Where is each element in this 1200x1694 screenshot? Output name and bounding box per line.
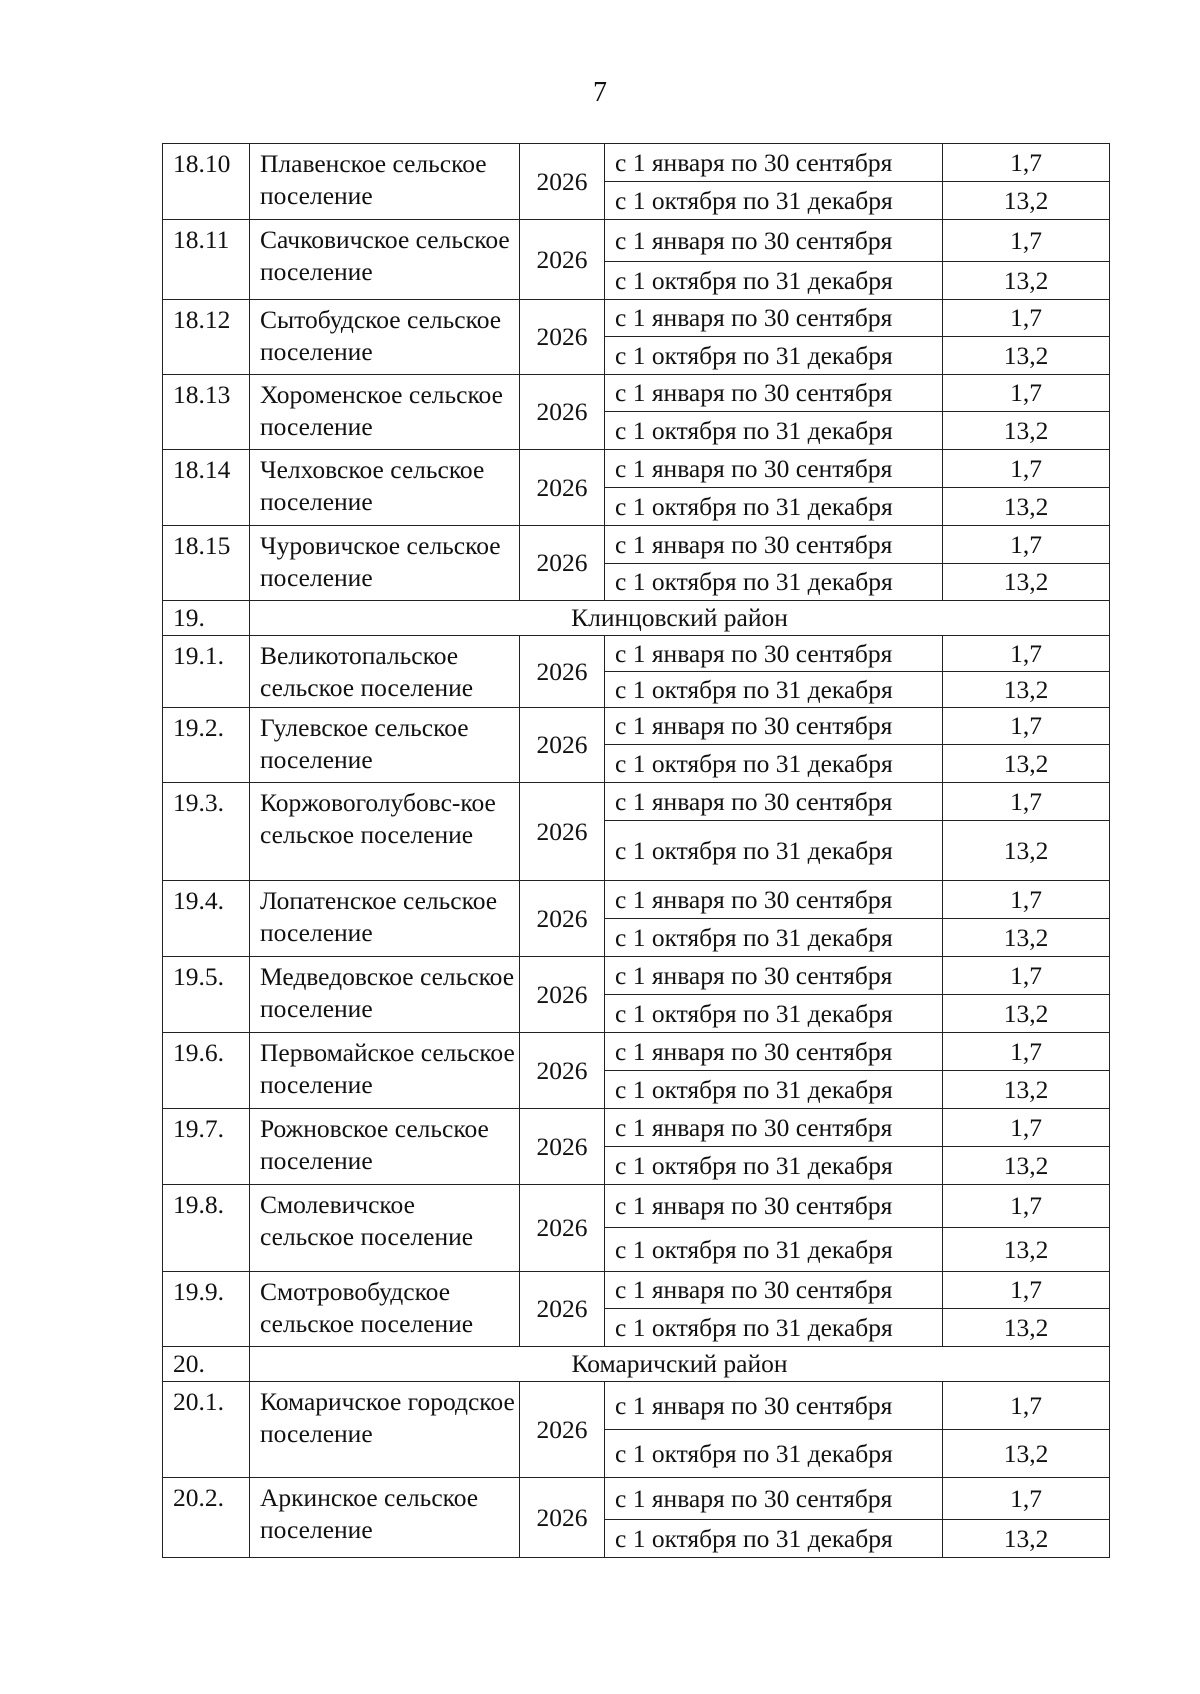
period-first: с 1 января по 30 сентября	[605, 375, 943, 412]
rate-second: 13,2	[943, 745, 1110, 783]
period-second: с 1 октября по 31 декабря	[605, 1430, 943, 1478]
period-first: с 1 января по 30 сентября	[605, 144, 943, 182]
period-second: с 1 октября по 31 декабря	[605, 1228, 943, 1272]
rate-first: 1,7	[943, 144, 1110, 182]
row-number: 18.12	[163, 300, 250, 375]
period-first: с 1 января по 30 сентября	[605, 1478, 943, 1520]
rate-second: 13,2	[943, 1309, 1110, 1347]
period-second: с 1 октября по 31 декабря	[605, 919, 943, 957]
table-row	[163, 708, 1110, 745]
rate-first: 1,7	[943, 526, 1110, 564]
period-first: с 1 января по 30 сентября	[605, 300, 943, 337]
period-second: с 1 октября по 31 декабря	[605, 564, 943, 601]
district-name: Комаричский район	[250, 1347, 1110, 1382]
district-number: 19.	[163, 601, 250, 636]
page-number: 7	[593, 77, 607, 108]
settlement-name: Рожновское сельское поселение	[250, 1109, 520, 1185]
row-number: 18.11	[163, 220, 250, 300]
year: 2026	[520, 881, 605, 957]
settlement-name: Медведовское сельское поселение	[250, 957, 520, 1033]
rate-second: 13,2	[943, 412, 1110, 450]
year: 2026	[520, 526, 605, 601]
rate-second: 13,2	[943, 182, 1110, 220]
settlement-name: Челховское сельское поселение	[250, 450, 520, 526]
period-second: с 1 октября по 31 декабря	[605, 1071, 943, 1109]
rate-first: 1,7	[943, 375, 1110, 412]
period-second: с 1 октября по 31 декабря	[605, 1147, 943, 1185]
settlement-name: Первомайское сельское поселение	[250, 1033, 520, 1109]
period-second: с 1 октября по 31 декабря	[605, 1309, 943, 1347]
year: 2026	[520, 708, 605, 783]
year: 2026	[520, 1185, 605, 1272]
rate-first: 1,7	[943, 957, 1110, 995]
period-first: с 1 января по 30 сентября	[605, 1272, 943, 1309]
period-first: с 1 января по 30 сентября	[605, 1033, 943, 1071]
district-row	[163, 601, 1110, 636]
table-row	[163, 783, 1110, 821]
table-row	[163, 375, 1110, 412]
year: 2026	[520, 957, 605, 1033]
settlement-name: Чуровичское сельское поселение	[250, 526, 520, 601]
rate-first: 1,7	[943, 1033, 1110, 1071]
table-row	[163, 220, 1110, 262]
period-second: с 1 октября по 31 декабря	[605, 1520, 943, 1558]
table-row	[163, 1185, 1110, 1228]
period-second: с 1 октября по 31 декабря	[605, 412, 943, 450]
table-row	[163, 1382, 1110, 1430]
settlement-name: Смотровобудское сельское поселение	[250, 1272, 520, 1347]
rate-second: 13,2	[943, 1520, 1110, 1558]
table-row	[163, 300, 1110, 337]
year: 2026	[520, 783, 605, 881]
year: 2026	[520, 1382, 605, 1478]
table-row	[163, 636, 1110, 672]
settlement-name: Сытобудское сельское поселение	[250, 300, 520, 375]
settlement-name: Сачковичское сельское поселение	[250, 220, 520, 300]
period-second: с 1 октября по 31 декабря	[605, 672, 943, 708]
rate-second: 13,2	[943, 995, 1110, 1033]
rate-first: 1,7	[943, 1382, 1110, 1430]
table-row	[163, 450, 1110, 488]
row-number: 19.7.	[163, 1109, 250, 1185]
rate-second: 13,2	[943, 672, 1110, 708]
period-second: с 1 октября по 31 декабря	[605, 745, 943, 783]
year: 2026	[520, 1272, 605, 1347]
period-second: с 1 октября по 31 декабря	[605, 821, 943, 881]
row-number: 20.1.	[163, 1382, 250, 1478]
district-number: 20.	[163, 1347, 250, 1382]
period-first: с 1 января по 30 сентября	[605, 450, 943, 488]
table-row	[163, 144, 1110, 182]
rate-first: 1,7	[943, 708, 1110, 745]
district-name: Клинцовский район	[250, 601, 1110, 636]
period-second: с 1 октября по 31 декабря	[605, 262, 943, 300]
row-number: 19.2.	[163, 708, 250, 783]
year: 2026	[520, 1109, 605, 1185]
year: 2026	[520, 144, 605, 220]
rate-second: 13,2	[943, 337, 1110, 375]
rate-second: 13,2	[943, 488, 1110, 526]
year: 2026	[520, 1033, 605, 1109]
row-number: 19.1.	[163, 636, 250, 708]
period-first: с 1 января по 30 сентября	[605, 1382, 943, 1430]
rate-second: 13,2	[943, 262, 1110, 300]
settlement-name: Плавенское сельское поселение	[250, 144, 520, 220]
table-row	[163, 1033, 1110, 1071]
table-row	[163, 881, 1110, 919]
year: 2026	[520, 450, 605, 526]
row-number: 19.8.	[163, 1185, 250, 1272]
settlement-name: Смолевичское сельское поселение	[250, 1185, 520, 1272]
row-number: 19.3.	[163, 783, 250, 881]
row-number: 19.6.	[163, 1033, 250, 1109]
tariff-table-body	[163, 144, 1110, 1558]
table-row	[163, 957, 1110, 995]
settlement-name: Великотопальское сельское поселение	[250, 636, 520, 708]
period-second: с 1 октября по 31 декабря	[605, 488, 943, 526]
year: 2026	[520, 636, 605, 708]
settlement-name: Коржовоголубовс-кое сельское поселение	[250, 783, 520, 881]
period-second: с 1 октября по 31 декабря	[605, 337, 943, 375]
rate-second: 13,2	[943, 564, 1110, 601]
row-number: 18.14	[163, 450, 250, 526]
rate-first: 1,7	[943, 1272, 1110, 1309]
row-number: 18.10	[163, 144, 250, 220]
year: 2026	[520, 1478, 605, 1558]
table-row	[163, 526, 1110, 564]
settlement-name: Лопатенское сельское поселение	[250, 881, 520, 957]
year: 2026	[520, 220, 605, 300]
row-number: 18.15	[163, 526, 250, 601]
district-row	[163, 1347, 1110, 1382]
period-first: с 1 января по 30 сентября	[605, 708, 943, 745]
row-number: 19.4.	[163, 881, 250, 957]
settlement-name: Аркинское сельское поселение	[250, 1478, 520, 1558]
rate-second: 13,2	[943, 1071, 1110, 1109]
rate-first: 1,7	[943, 1478, 1110, 1520]
year: 2026	[520, 375, 605, 450]
tariff-table	[162, 143, 1110, 1558]
period-first: с 1 января по 30 сентября	[605, 783, 943, 821]
rate-second: 13,2	[943, 1228, 1110, 1272]
table-row	[163, 1478, 1110, 1520]
rate-second: 13,2	[943, 1430, 1110, 1478]
rate-first: 1,7	[943, 450, 1110, 488]
period-first: с 1 января по 30 сентября	[605, 526, 943, 564]
settlement-name: Комаричское городское поселение	[250, 1382, 520, 1478]
row-number: 19.9.	[163, 1272, 250, 1347]
period-first: с 1 января по 30 сентября	[605, 636, 943, 672]
period-first: с 1 января по 30 сентября	[605, 957, 943, 995]
row-number: 20.2.	[163, 1478, 250, 1558]
settlement-name: Хороменское сельское поселение	[250, 375, 520, 450]
period-first: с 1 января по 30 сентября	[605, 1109, 943, 1147]
period-second: с 1 октября по 31 декабря	[605, 182, 943, 220]
rate-first: 1,7	[943, 881, 1110, 919]
period-second: с 1 октября по 31 декабря	[605, 995, 943, 1033]
rate-first: 1,7	[943, 636, 1110, 672]
rate-second: 13,2	[943, 1147, 1110, 1185]
period-first: с 1 января по 30 сентября	[605, 220, 943, 262]
period-first: с 1 января по 30 сентября	[605, 1185, 943, 1228]
rate-second: 13,2	[943, 821, 1110, 881]
rate-first: 1,7	[943, 783, 1110, 821]
rate-first: 1,7	[943, 1109, 1110, 1147]
settlement-name: Гулевское сельское поселение	[250, 708, 520, 783]
rate-second: 13,2	[943, 919, 1110, 957]
rate-first: 1,7	[943, 1185, 1110, 1228]
table-row	[163, 1272, 1110, 1309]
row-number: 19.5.	[163, 957, 250, 1033]
year: 2026	[520, 300, 605, 375]
table-row	[163, 1109, 1110, 1147]
rate-first: 1,7	[943, 220, 1110, 262]
rate-first: 1,7	[943, 300, 1110, 337]
row-number: 18.13	[163, 375, 250, 450]
period-first: с 1 января по 30 сентября	[605, 881, 943, 919]
